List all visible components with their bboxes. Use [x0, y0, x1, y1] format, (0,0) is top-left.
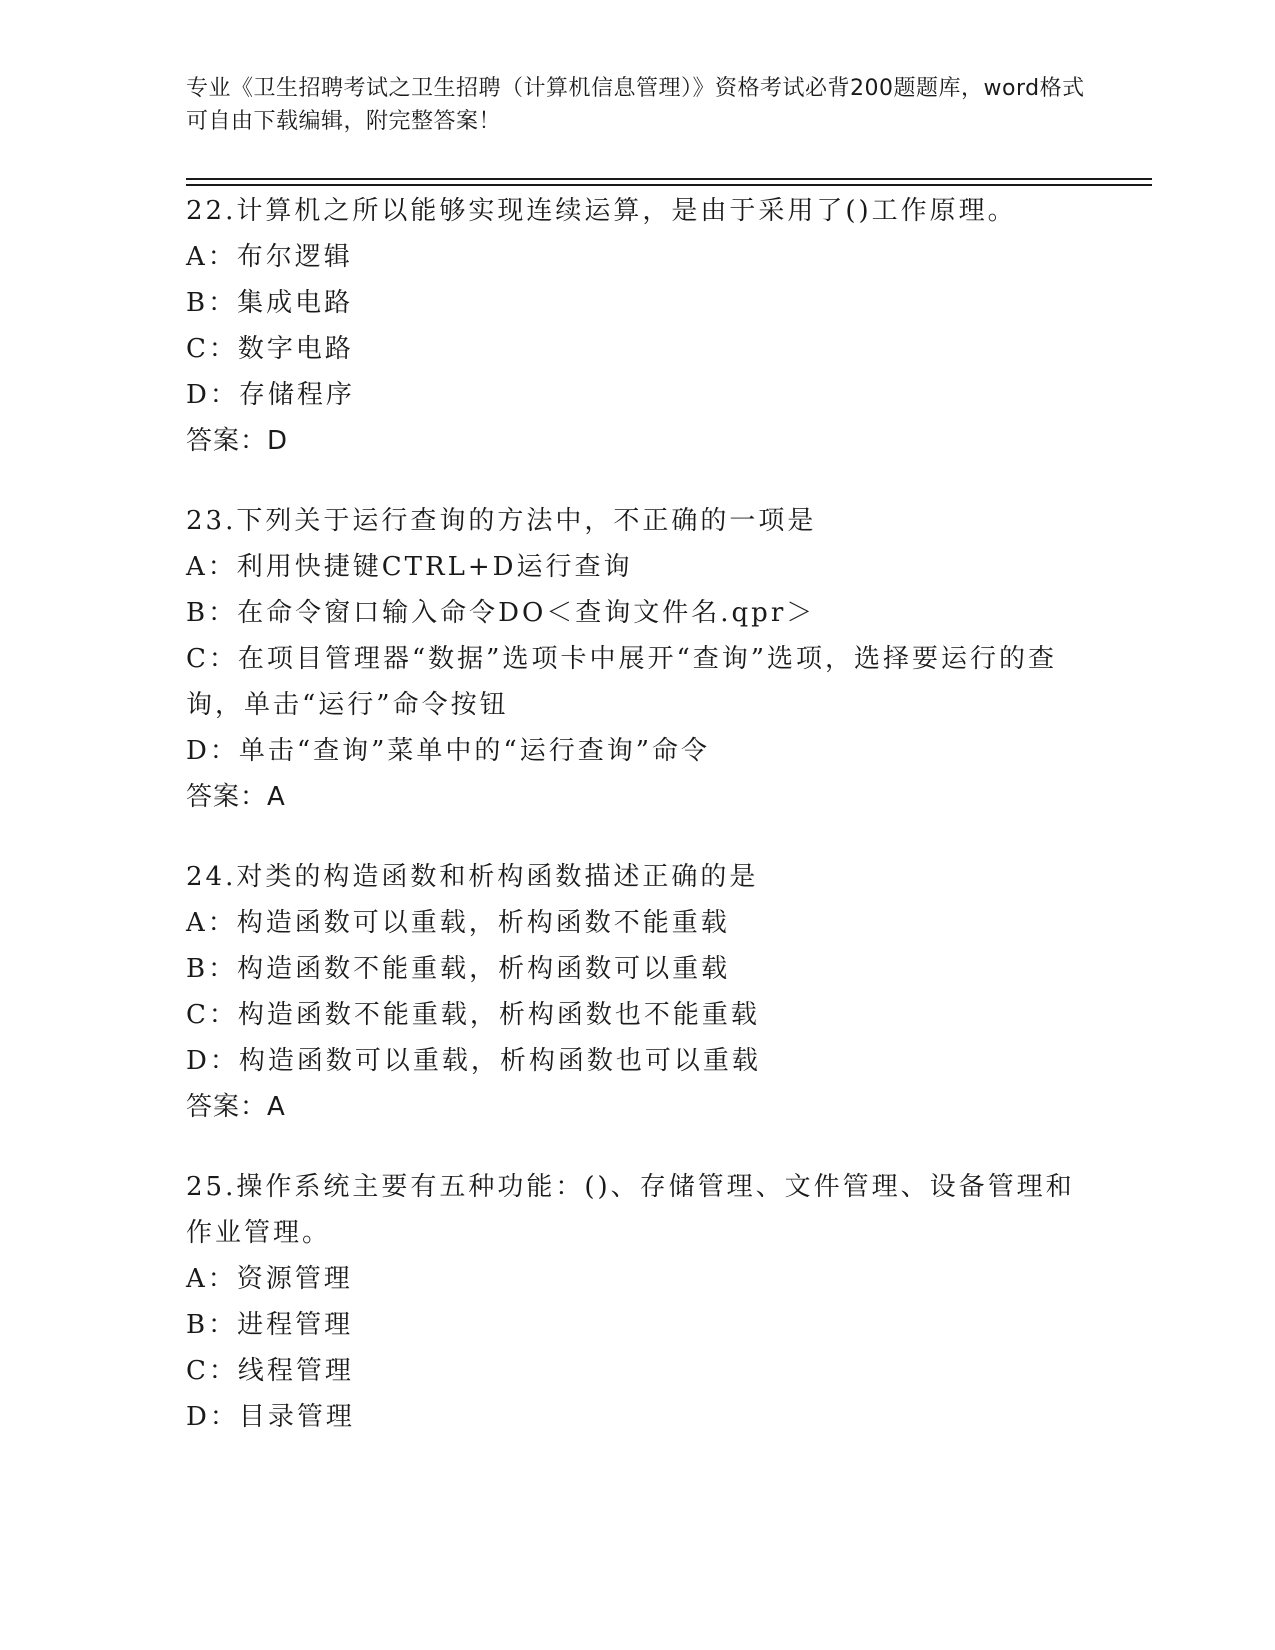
option-d: D：存储程序 [186, 380, 355, 410]
option-c: C：在项目管理器“数据”选项卡中展开“查询”选项，选择要运行的查询，单击“运行”命令按钮 [186, 644, 1058, 720]
option-b: B：构造函数不能重载，析构函数可以重载 [186, 954, 731, 984]
question-stem: 23.下列关于运行查询的方法中，不正确的一项是 [186, 506, 817, 536]
header-divider-top [186, 178, 1152, 180]
question-24 [186, 854, 1086, 1130]
answer-label: 答案：A [186, 1092, 286, 1122]
option-c: C：数字电路 [186, 334, 354, 364]
question-stem: 25.操作系统主要有五种功能：()、存储管理、文件管理、设备管理和作业管理。 [186, 1172, 1075, 1248]
option-b: B：进程管理 [186, 1310, 354, 1340]
option-b: B：集成电路 [186, 288, 354, 318]
option-d: D：目录管理 [186, 1402, 355, 1432]
question-22 [186, 188, 1086, 464]
header-text: 专业《卫生招聘考试之卫生招聘（计算机信息管理）》资格考试必背200题题库，word格式可自由下载编辑，附完整答案！ [186, 76, 1085, 134]
option-c: C：线程管理 [186, 1356, 354, 1386]
question-23 [186, 498, 1086, 820]
option-a: A：布尔逻辑 [186, 242, 353, 272]
option-a: A：资源管理 [186, 1264, 353, 1294]
document-header [186, 72, 1086, 138]
option-c: C：构造函数不能重载，析构函数也不能重载 [186, 1000, 760, 1030]
answer-label: 答案：A [186, 782, 286, 812]
answer-label: 答案：D [186, 426, 289, 456]
option-a: A：构造函数可以重载，析构函数不能重载 [186, 908, 730, 938]
question-stem: 22.计算机之所以能够实现连续运算，是由于采用了()工作原理。 [186, 196, 1017, 226]
option-b: B：在命令窗口输入命令DO＜查询文件名.qpr＞ [186, 598, 816, 628]
header-divider-bottom [186, 184, 1152, 186]
option-d: D：单击“查询”菜单中的“运行查询”命令 [186, 736, 711, 766]
option-a: A：利用快捷键CTRL+D运行查询 [186, 552, 633, 582]
question-25 [186, 1164, 1086, 1440]
option-d: D：构造函数可以重载，析构函数也可以重载 [186, 1046, 761, 1076]
question-stem: 24.对类的构造函数和析构函数描述正确的是 [186, 862, 759, 892]
question-list [186, 188, 1086, 1474]
